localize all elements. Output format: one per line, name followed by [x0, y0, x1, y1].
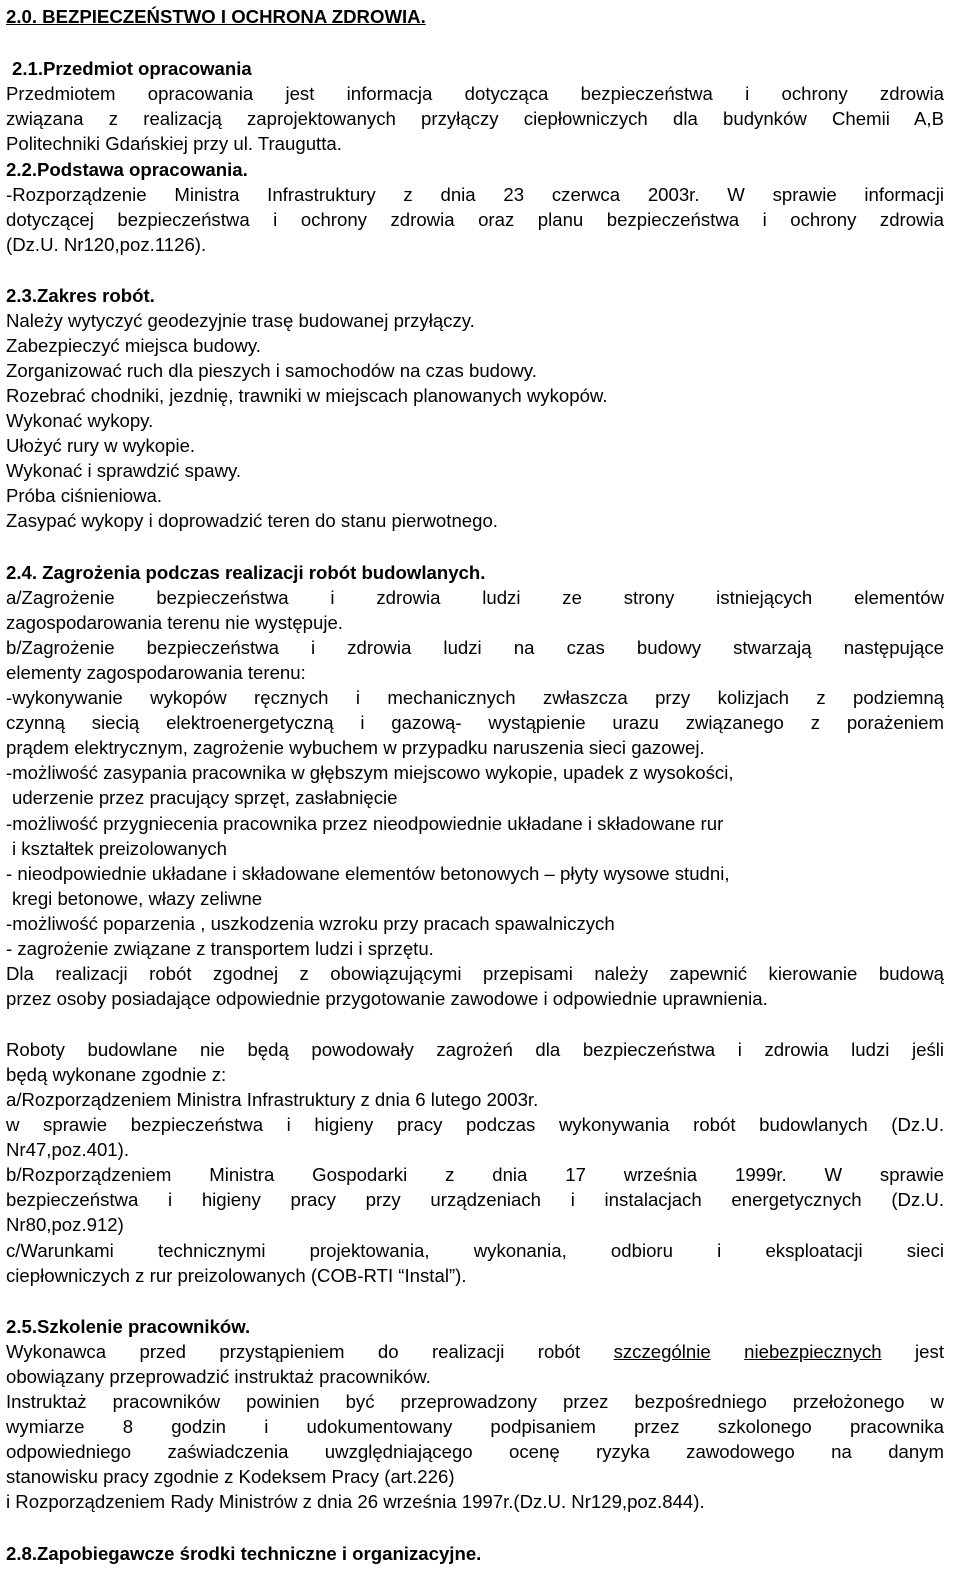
- paragraph-line: w sprawie bezpieczeństwa i higieny pracy podczas wykonywania robót budowlanych (Dz.U.: [6, 1114, 944, 1135]
- paragraph-line: -możliwość poparzenia , uszkodzenia wzroku przy pracach spawalniczych: [6, 913, 615, 934]
- list-item: Należy wytyczyć geodezyjnie trasę budowanej przyłączy.: [6, 310, 475, 331]
- paragraph-line: i Rozporządzeniem Rady Ministrów z dnia 26 września 1997r.(Dz.U. Nr129,poz.844).: [6, 1491, 705, 1512]
- list-item: Zorganizować ruch dla pieszych i samochodów na czas budowy.: [6, 360, 537, 381]
- paragraph-line: przez osoby posiadające odpowiednie przygotowanie zawodowe i odpowiednie uprawnienia.: [6, 988, 768, 1009]
- paragraph-line: elementy zagospodarowania terenu:: [6, 662, 306, 683]
- paragraph-line: bezpieczeństwa i higieny pracy przy urządzeniach i instalacjach energetycznych (Dz.U.: [6, 1189, 944, 1210]
- list-item: Rozebrać chodniki, jezdnię, trawniki w miejscach planowanych wykopów.: [6, 385, 608, 406]
- paragraph-line: wymiarze 8 godzin i udokumentowany podpisaniem przez szkolonego pracownika: [6, 1416, 944, 1437]
- list-item: Wykonać wykopy.: [6, 410, 154, 431]
- paragraph-line: ciepłowniczych z rur preizolowanych (COB-RTI “Instal”).: [6, 1265, 467, 1286]
- section-2-3-heading: 2.3.Zakres robót.: [6, 285, 155, 306]
- paragraph-line: - nieodpowiednie układane i składowane elementów betonowych – płyty wysowe studni,: [6, 863, 730, 884]
- section-2-8-heading: 2.8.Zapobiegawcze środki techniczne i organizacyjne.: [6, 1543, 482, 1564]
- underlined-word: szczególnie: [613, 1341, 711, 1362]
- section-2-4-heading: 2.4. Zagrożenia podczas realizacji robót budowlanych.: [6, 562, 486, 583]
- paragraph-line: odpowiedniego zaświadczenia uwzględniającego ocenę ryzyka zawodowego na danym: [6, 1441, 944, 1462]
- paragraph-line: uderzenie przez pracujący sprzęt, zasłabnięcie: [12, 787, 398, 808]
- paragraph-line: Przedmiotem opracowania jest informacja dotycząca bezpieczeństwa i ochrony zdrowia: [6, 83, 944, 104]
- section-2-5-heading: 2.5.Szkolenie pracowników.: [6, 1316, 251, 1337]
- list-item: Próba ciśnieniowa.: [6, 485, 163, 506]
- paragraph-line: b/Rozporządzeniem Ministra Gospodarki z dnia 17 września 1999r. W sprawie: [6, 1164, 944, 1185]
- section-2-2-heading: 2.2.Podstawa opracowania.: [6, 159, 248, 180]
- paragraph-line: Roboty budowlane nie będą powodowały zagrożeń dla bezpieczeństwa i zdrowia ludzi jeśli: [6, 1039, 944, 1060]
- paragraph-line: a/Zagrożenie bezpieczeństwa i zdrowia ludzi ze strony istniejących elementów: [6, 587, 944, 608]
- paragraph-line: obowiązany przeprowadzić instruktaż pracowników.: [6, 1366, 431, 1387]
- paragraph-text: Wykonawca przed przystąpieniem do realizacji robót: [6, 1341, 581, 1362]
- paragraph-line: -możliwość zasypania pracownika w głębszym miejscowo wykopie, upadek z wysokości,: [6, 762, 734, 783]
- paragraph-line: dotyczącej bezpieczeństwa i ochrony zdrowia oraz planu bezpieczeństwa i ochrony zdrowia: [6, 209, 944, 230]
- paragraph-line: -możliwość przygniecenia pracownika przez nieodpowiednie układane i składowane rur: [6, 813, 724, 834]
- paragraph-line: prądem elektrycznym, zagrożenie wybuchem w przypadku naruszenia sieci gazowej.: [6, 737, 705, 758]
- paragraph-line: Nr47,poz.401).: [6, 1139, 129, 1160]
- paragraph-line: będą wykonane zgodnie z:: [6, 1064, 227, 1085]
- paragraph-line: - zagrożenie związane z transportem ludzi i sprzętu.: [6, 938, 434, 959]
- paragraph-line: (Dz.U. Nr120,poz.1126).: [6, 234, 207, 255]
- paragraph-line: Instruktaż pracowników powinien być przeprowadzony przez bezpośredniego przełożonego w: [6, 1391, 944, 1412]
- paragraph-line: -Rozporządzenie Ministra Infrastruktury z dnia 23 czerwca 2003r. W sprawie informacji: [6, 184, 944, 205]
- paragraph-line: Politechniki Gdańskiej przy ul. Traugutta.: [6, 133, 342, 154]
- list-item: Ułożyć rury w wykopie.: [6, 435, 196, 456]
- paragraph-line: -wykonywanie wykopów ręcznych i mechanicznych zwłaszcza przy kolizjach z podziemną: [6, 687, 944, 708]
- paragraph-line: związana z realizacją zaprojektowanych przyłączy ciepłowniczych dla budynków Chemii A,B: [6, 108, 944, 129]
- paragraph-line: zagospodarowania terenu nie występuje.: [6, 612, 343, 633]
- paragraph-line: stanowisku pracy zgodnie z Kodeksem Pracy (art.226): [6, 1466, 455, 1487]
- section-2-0-heading: [6, 4, 944, 29]
- list-item: Zasypać wykopy i doprowadzić teren do stanu pierwotnego.: [6, 510, 498, 531]
- paragraph-text: jest: [915, 1341, 944, 1362]
- paragraph-line: kregi betonowe, włazy zeliwne: [12, 888, 263, 909]
- section-2-1-heading: 2.1.Przedmiot opracowania: [12, 58, 252, 79]
- paragraph-line: a/Rozporządzeniem Ministra Infrastruktury z dnia 6 lutego 2003r.: [6, 1089, 539, 1110]
- paragraph-line: Dla realizacji robót zgodnej z obowiązującymi przepisami należy zapewnić kierowanie budową: [6, 963, 944, 984]
- list-item: Zabezpieczyć miejsca budowy.: [6, 335, 261, 356]
- list-item: Wykonać i sprawdzić spawy.: [6, 460, 242, 481]
- paragraph-line: c/Warunkami technicznymi projektowania, wykonania, odbioru i eksploatacji sieci: [6, 1240, 944, 1261]
- underlined-word: niebezpiecznych: [744, 1341, 882, 1362]
- paragraph-line: Nr80,poz.912): [6, 1214, 124, 1235]
- paragraph-line: [6, 1339, 944, 1364]
- section-2-0-heading-text: 2.0. BEZPIECZEŃSTWO I OCHRONA ZDROWIA.: [6, 6, 426, 27]
- paragraph-line: i kształtek preizolowanych: [12, 838, 227, 859]
- paragraph-line: czynną siecią elektroenergetyczną i gazową- wystąpienie urazu związanego z porażeniem: [6, 712, 944, 733]
- paragraph-line: b/Zagrożenie bezpieczeństwa i zdrowia ludzi na czas budowy stwarzają następujące: [6, 637, 944, 658]
